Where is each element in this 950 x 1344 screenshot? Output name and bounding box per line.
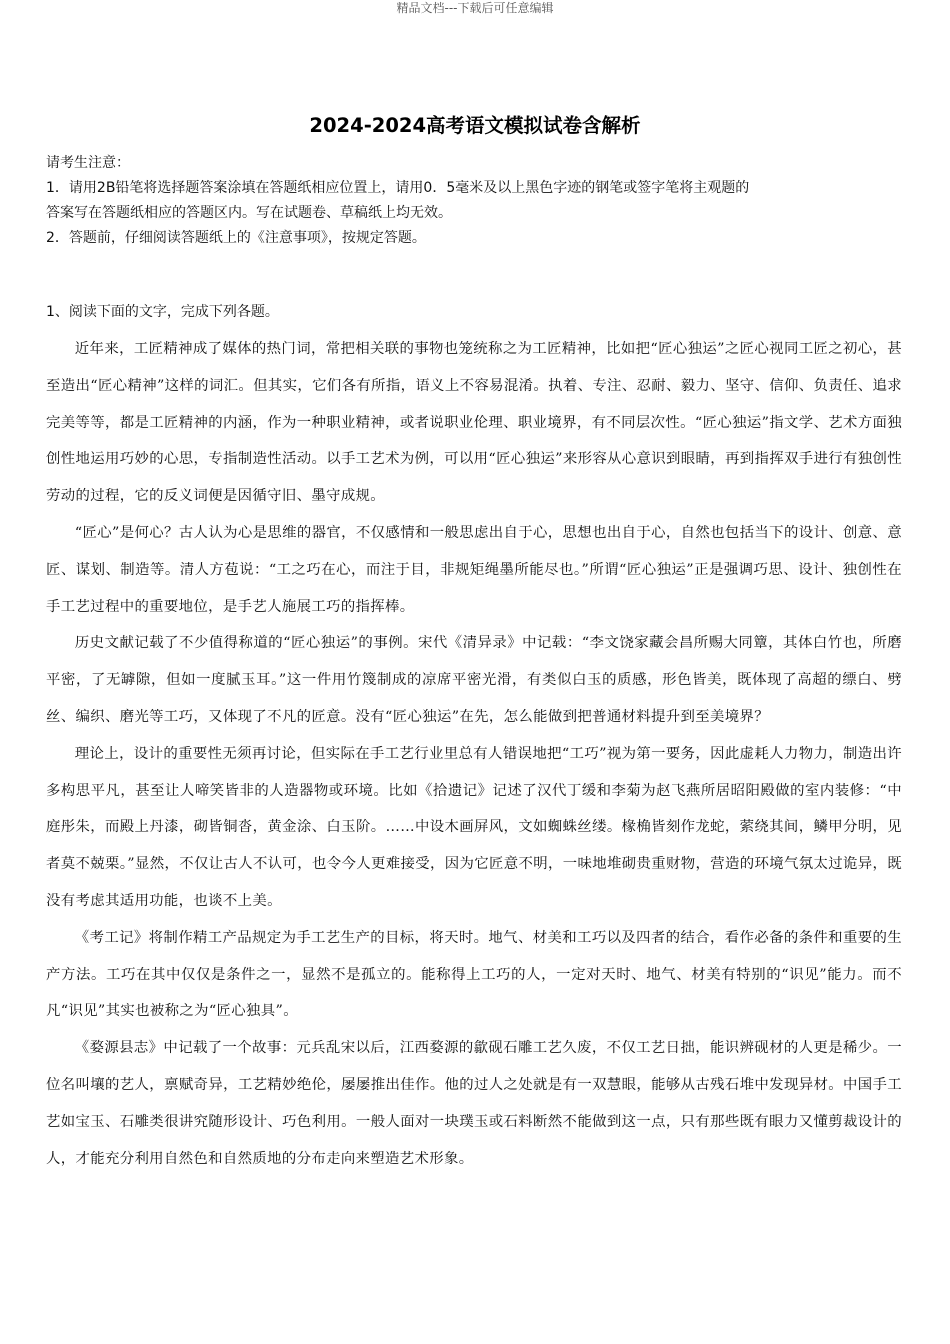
header-watermark: 精品文档---下载后可任意编辑 (396, 1, 554, 15)
passage-paragraph: 《考工记》将制作精工产品规定为手工艺生产的目标，将天时。地气、材美和工巧以及四者的结合，看作必备的条件和重要的生产方法。工巧在其中仅仅是条件之一，显然不是孤立的。能称得上工巧的人，一定对天时、地气、材美有特别的“识见”能力。而不凡“识见”其实也被称之为“匠心独具”。 (46, 929, 902, 1020)
exam-notice (46, 151, 906, 251)
notice-item: 答案写在答题纸相应的答题区内。写在试题卷、草稿纸上均无效。 (46, 205, 452, 221)
notice-heading: 请考生注意： (46, 155, 130, 171)
passage-paragraph: “匠心”是何心？古人认为心是思维的器官，不仅感情和一般思虑出自于心，思想也出自于心，自然也包括当下的设计、创意、意匠、谋划、制造等。清人方苞说：“工之巧在心，而注于目，非规矩绳墨所能尽也。”所谓“匠心独运”正是强调巧思、设计、独创性在手工艺过程中的重要地位，是手艺人施展工巧的指挥棒。 (46, 524, 902, 615)
reading-passage (46, 331, 902, 1177)
document-title: 2024-2024高考语文模拟试卷含解析 (309, 114, 641, 137)
passage-paragraph: 近年来，工匠精神成了媒体的热门词，常把相关联的事物也笼统称之为工匠精神，比如把“匠心独运”之匠心视同工匠之初心，甚至造出“匠心精神”这样的词汇。但其实，它们各有所指，语义上不容易混淆。执着、专注、忍耐、毅力、坚守、信仰、负责任、追求完美等等，都是工匠精神的内涵，作为一种职业精神，或者说职业伦理、职业境界，有不同层次性。“匠心独运”指文学、艺术方面独创性地运用巧妙的心思，专指制造性活动。以手工艺术为例，可以用“匠心独运”来形容从心意识到眼睛，再到指挥双手进行有独创性劳动的过程，它的反义词便是因循守旧、墨守成规。 (46, 341, 902, 505)
passage-paragraph: 《婺源县志》中记载了一个故事：元兵乱宋以后，江西婺源的歙砚石雕工艺久废，不仅工艺日拙，能识辨砚材的人更是稀少。一位名叫壤的艺人，禀赋奇异，工艺精妙绝伦，屡屡推出佳作。他的过人之处就是有一双慧眼，能够从古残石堆中发现异材。中国手工艺如宝玉、石雕类很讲究随形设计、巧色利用。一般人面对一块璞玉或石料断然不能做到这一点，只有那些既有眼力又懂剪裁设计的人，才能充分利用自然色和自然质地的分布走向来塑造艺术形象。 (46, 1040, 902, 1167)
passage-paragraph: 理论上，设计的重要性无须再讨论，但实际在手工艺行业里总有人错误地把“工巧”视为第一要务，因此虚耗人力物力，制造出许多构思平凡，甚至让人啼笑皆非的人造器物或环境。比如《拾遗记》记述了汉代丁缓和李菊为赵飞燕所居昭阳殿做的室内装修：“中庭彤朱，而殿上丹漆，砌皆铜沓，黄金涂、白玉阶。……中设木画屏风，文如蜘蛛丝缕。椽桷皆刻作龙蛇，萦绕其间，鳞甲分明，见者莫不兢栗。”显然，不仅让古人不认可，也令今人更难接受，因为它匠意不明，一味地堆砌贵重财物，营造的环境气氛太过诡异，既没有考虑其适用功能，也谈不上美。 (46, 745, 902, 909)
notice-item: 1．请用2B铅笔将选择题答案涂填在答题纸相应位置上，请用0．5毫米及以上黑色字迹的钢笔或签字笔将主观题的 (46, 180, 750, 196)
passage-paragraph: 历史文献记载了不少值得称道的“匠心独运”的事例。宋代《清异录》中记载：“李文饶家藏会昌所赐大同簟，其体白竹也，所磨平密，了无罅隙，但如一度腻玉耳。”这一件用竹篾制成的凉席平密光滑，有类似白玉的质感，形色皆美，既体现了高超的缥白、劈丝、编织、磨光等工巧，又体现了不凡的匠意。没有“匠心独运”在先，怎么能做到把普通材料提升到至美境界？ (46, 635, 902, 725)
question-heading: 1、阅读下面的文字，完成下列各题。 (46, 304, 279, 320)
notice-item: 2．答题前，仔细阅读答题纸上的《注意事项》，按规定答题。 (46, 230, 426, 246)
